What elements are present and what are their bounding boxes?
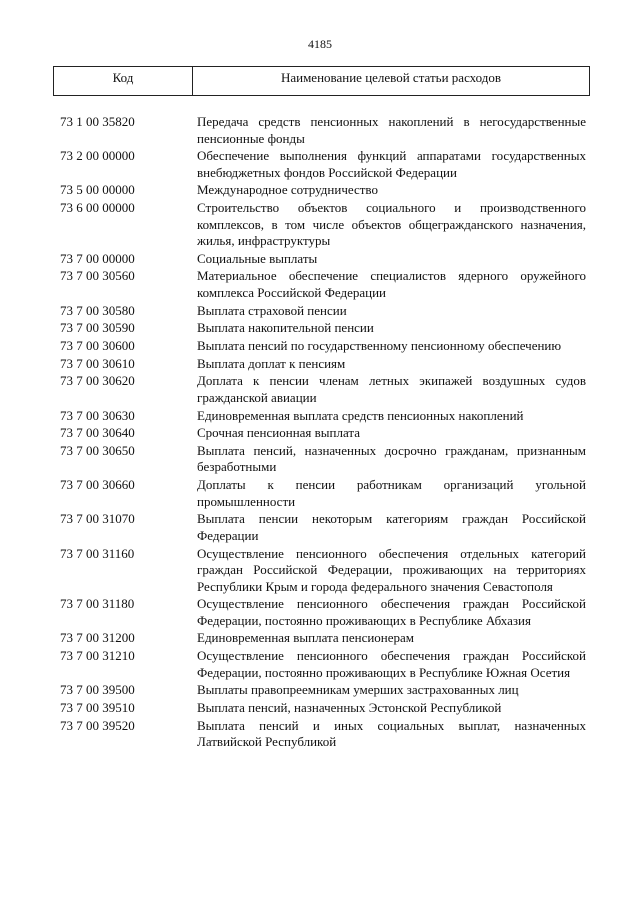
row-code: 73 7 00 39510 — [60, 699, 135, 715]
row-code: 73 2 00 00000 — [60, 148, 135, 164]
table-row — [60, 268, 586, 301]
row-name: Обеспечение выполнения функций аппаратами государственных внебюджетных фондов Российской Федерации — [197, 148, 586, 180]
row-code: 73 7 00 30600 — [60, 338, 135, 353]
row-name: Передача средств пенсионных накоплений в негосударственные пенсионные фонды — [197, 114, 586, 146]
table-row — [60, 443, 586, 476]
table-row — [60, 718, 586, 751]
row-code: 73 7 00 30640 — [60, 425, 135, 441]
row-name: Осуществление пенсионного обеспечения граждан Российской Федерации, постоянно проживающих в Республике Абхазия — [197, 596, 586, 628]
row-name: Единовременная выплата пенсионерам — [197, 630, 415, 646]
row-code: 73 7 00 30650 — [60, 442, 135, 458]
table-row — [60, 148, 586, 181]
row-name: Выплата накопительной пенсии — [197, 320, 374, 336]
row-name: Выплата пенсий, назначенных досрочно гражданам, признанным безработными — [197, 442, 586, 475]
table-row — [60, 477, 586, 510]
row-code: 73 7 00 31160 — [60, 545, 135, 561]
table-row — [60, 546, 586, 596]
table-row — [60, 320, 586, 337]
row-name: Выплата пенсий, назначенных Эстонской Республикой — [197, 699, 502, 715]
table-row — [60, 338, 586, 355]
column-header-code: Код — [54, 67, 193, 95]
row-name: Доплата к пенсии членам летных экипажей воздушных судов гражданской авиации — [197, 373, 586, 405]
row-code: 73 6 00 00000 — [60, 200, 135, 216]
table-row — [60, 700, 586, 717]
row-name: Выплата страховой пенсии — [197, 302, 347, 318]
row-code: 73 7 00 31210 — [60, 648, 135, 664]
row-name: Единовременная выплата средств пенсионных накоплений — [197, 407, 524, 423]
row-code: 73 7 00 30610 — [60, 355, 135, 371]
row-name: Выплата пенсий по государственному пенсионному обеспечению — [197, 338, 562, 353]
row-name: Срочная пенсионная выплата — [197, 425, 361, 441]
table-row — [60, 648, 586, 681]
table-row — [60, 356, 586, 373]
row-name: Социальные выплаты — [197, 250, 318, 266]
row-code: 73 7 00 30590 — [60, 320, 135, 336]
table-row — [60, 630, 586, 647]
row-code: 73 1 00 35820 — [60, 114, 135, 129]
row-code: 73 7 00 30630 — [60, 407, 135, 423]
row-name: Осуществление пенсионного обеспечения отдельных категорий граждан Российской Федерации, проживающих на территориях Республики Крым и города федерального значения Севастополя — [197, 545, 586, 594]
row-code: 73 7 00 30580 — [60, 302, 135, 318]
row-name: Выплаты правопреемникам умерших застрахованных лиц — [197, 682, 519, 698]
column-header-name: Наименование целевой статьи расходов — [280, 70, 502, 85]
table-header — [53, 66, 590, 96]
row-code: 73 5 00 00000 — [60, 182, 135, 198]
row-name: Международное сотрудничество — [197, 182, 378, 198]
table-row — [60, 251, 586, 268]
table-row — [60, 408, 586, 425]
table-row — [60, 200, 586, 250]
row-code: 73 7 00 30660 — [60, 477, 135, 493]
row-name: Осуществление пенсионного обеспечения граждан Российской Федерации, постоянно проживающих в Республике Южная Осетия — [197, 648, 586, 680]
page-number: 4185 — [308, 37, 332, 51]
row-name: Выплата пенсий и иных социальных выплат, назначенных Латвийской Республикой — [197, 717, 586, 750]
table-row — [60, 373, 586, 406]
table-row — [60, 511, 586, 544]
row-name: Выплата пенсии некоторым категориям граждан Российской Федерации — [197, 511, 586, 543]
row-name: Выплата доплат к пенсиям — [197, 355, 346, 371]
row-code: 73 7 00 31200 — [60, 630, 135, 646]
row-code: 73 7 00 00000 — [60, 250, 135, 266]
row-code: 73 7 00 39500 — [60, 682, 135, 698]
table-row — [60, 182, 586, 199]
row-code: 73 7 00 30560 — [60, 268, 135, 284]
table-row — [60, 114, 586, 147]
row-name: Строительство объектов социального и производственного комплексов, в том числе объектов общегражданского назначения, жилья, инфраструктуры — [197, 200, 586, 249]
table-row — [60, 596, 586, 629]
budget-items-list — [60, 114, 586, 752]
row-code: 73 7 00 30620 — [60, 373, 135, 389]
table-row — [60, 425, 586, 442]
row-name: Доплаты к пенсии работникам организаций угольной промышленности — [197, 477, 586, 509]
row-code: 73 7 00 31070 — [60, 511, 135, 527]
table-row — [60, 682, 586, 699]
table-row — [60, 303, 586, 320]
row-code: 73 7 00 39520 — [60, 717, 135, 733]
row-code: 73 7 00 31180 — [60, 596, 135, 612]
row-name: Материальное обеспечение специалистов ядерного оружейного комплекса Российской Федерации — [197, 268, 586, 300]
